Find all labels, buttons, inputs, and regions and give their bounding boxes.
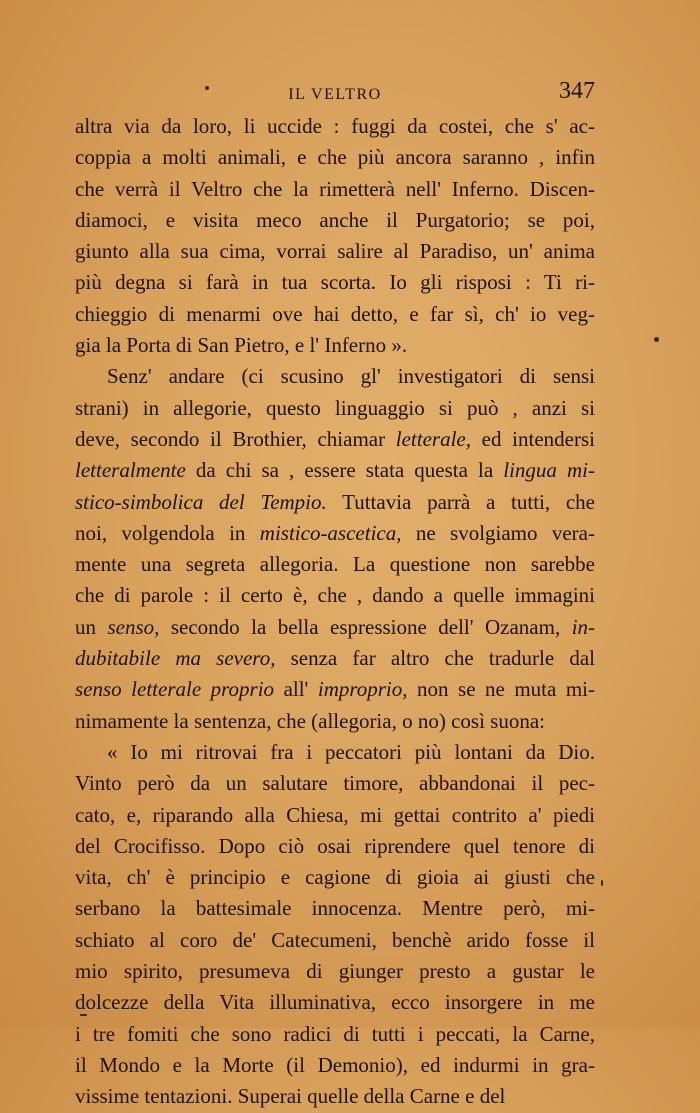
text-line [75,299,595,330]
text-line [75,1019,595,1050]
text-segment: deve, secondo il Brothier, chiamar [75,426,396,451]
text-line [75,987,595,1018]
italic-text: senso, [107,614,160,639]
body-text [75,111,595,1113]
text-segment: senza far altro che tradurle dal [275,646,595,671]
running-title: IL VELTRO [288,86,382,103]
text-segment: Tuttavia parrà a tutti, che [326,489,595,514]
text-segment: vita, ch' è principio e cagione di gioia ai giusti che [75,865,595,890]
text-line [75,549,595,580]
italic-text: improprio, [317,677,408,702]
text-segment: secondo la bella espressione dell' Ozanam, [159,614,572,639]
text-line [75,1050,595,1081]
italic-text: lingua mi- [503,458,595,483]
text-line [75,706,595,737]
text-line [75,862,595,893]
text-segment: schiato al coro de' Catecumeni, benchè arido fosse il [75,927,595,952]
text-line [75,111,595,142]
text-line [75,580,595,611]
italic-text: in- [571,614,596,639]
text-line [75,455,595,486]
ink-speck [80,1014,87,1016]
text-line [75,956,595,987]
text-segment: cato, e, riparando alla Chiesa, mi gettai contrito a' piedi [75,802,595,827]
text-segment: ne svolgiamo vera- [401,520,595,545]
text-line [75,393,595,424]
text-line [75,487,595,518]
text-segment: coppia a molti animali, e che più ancora saranno , infin [75,145,595,170]
ink-speck [654,337,659,342]
text-segment: all' [274,677,318,702]
text-segment: il Mondo e la Morte (il Demonio), ed indurmi in gra- [75,1052,595,1077]
text-segment: Vinto però da un salutare timore, abbandonai il pec- [75,771,595,796]
text-segment: diamoci, e visita meco anche il Purgatorio; se poi, [75,207,595,232]
ink-speck [205,86,209,90]
italic-text: letterale, [395,426,471,451]
text-line [75,737,595,768]
text-line [75,330,595,361]
text-segment: ed intendersi [471,426,595,451]
text-line [75,674,595,705]
text-line [75,893,595,924]
text-segment: strani) in allegorie, questo linguaggio si può , anzi si [75,395,595,420]
text-segment: noi, volgendola in [75,520,260,545]
ink-speck [601,880,603,886]
text-segment: del Crocifisso. Dopo ciò osai riprendere quel tenore di [75,833,595,858]
text-segment: chieggio di menarmi ove hai detto, e far sì, ch' io veg- [75,301,595,326]
text-line [75,236,595,267]
text-segment: dolcezze della Vita illuminativa, ecco insorgere in me [75,990,595,1015]
text-line [75,1081,595,1112]
text-line [75,205,595,236]
text-line [75,800,595,831]
text-line [75,174,595,205]
text-segment: che di parole : il certo è, che , dando a quelle immagini [75,583,595,608]
text-line [75,612,595,643]
text-line [75,925,595,956]
text-segment: « Io mi ritrovai fra i peccatori più lontani da Dio. [107,739,595,764]
text-segment: i tre fomiti che sono radici di tutti i peccati, la Carne, [75,1021,595,1046]
text-segment: serbano la battesimale innocenza. Mentre però, mi- [75,896,595,921]
text-segment: gia la Porta di San Pietro, e l' Inferno ». [75,333,408,358]
text-line [75,768,595,799]
text-segment: altra via da loro, li uccide : fuggi da costei, che s' ac- [75,114,595,138]
text-segment: un [75,614,108,639]
text-line [75,643,595,674]
italic-text: stico-simbolica del Tempio. [75,489,327,514]
text-segment: mio spirito, presumeva di giunger presto a gustar le [75,959,595,984]
text-segment: giunto alla sua cima, vorrai salire al Paradiso, un' anima [75,239,595,264]
text-line [75,142,595,173]
text-segment: nimamente la sentenza, che (allegoria, o no) così suona: [75,708,545,733]
italic-text: senso letterale proprio [75,677,275,702]
italic-text: mistico-ascetica, [259,520,402,545]
text-line [75,518,595,549]
text-segment: che verrà il Veltro che la rimetterà nell' Inferno. Discen- [75,176,595,201]
text-segment: più degna si farà in tua scorta. Io gli risposi : Ti ri- [75,270,595,295]
text-line [75,424,595,455]
italic-text: letteralmente [75,458,186,483]
page-header [75,78,595,112]
text-line [75,361,595,392]
text-segment: mente una segreta allegoria. La questione non sarebbe [75,552,595,577]
page-number: 347 [559,78,595,104]
text-line [75,267,595,298]
text-segment: non se ne muta mi- [407,677,596,702]
text-line [75,831,595,862]
text-segment: vissime tentazioni. Superai quelle della Carne e del [75,1084,506,1109]
text-segment: da chi sa , essere stata questa la [185,458,504,483]
text-segment: Senz' andare (ci scusino gl' investigatori di sensi [107,364,595,389]
italic-text: dubitabile ma severo, [75,646,276,671]
